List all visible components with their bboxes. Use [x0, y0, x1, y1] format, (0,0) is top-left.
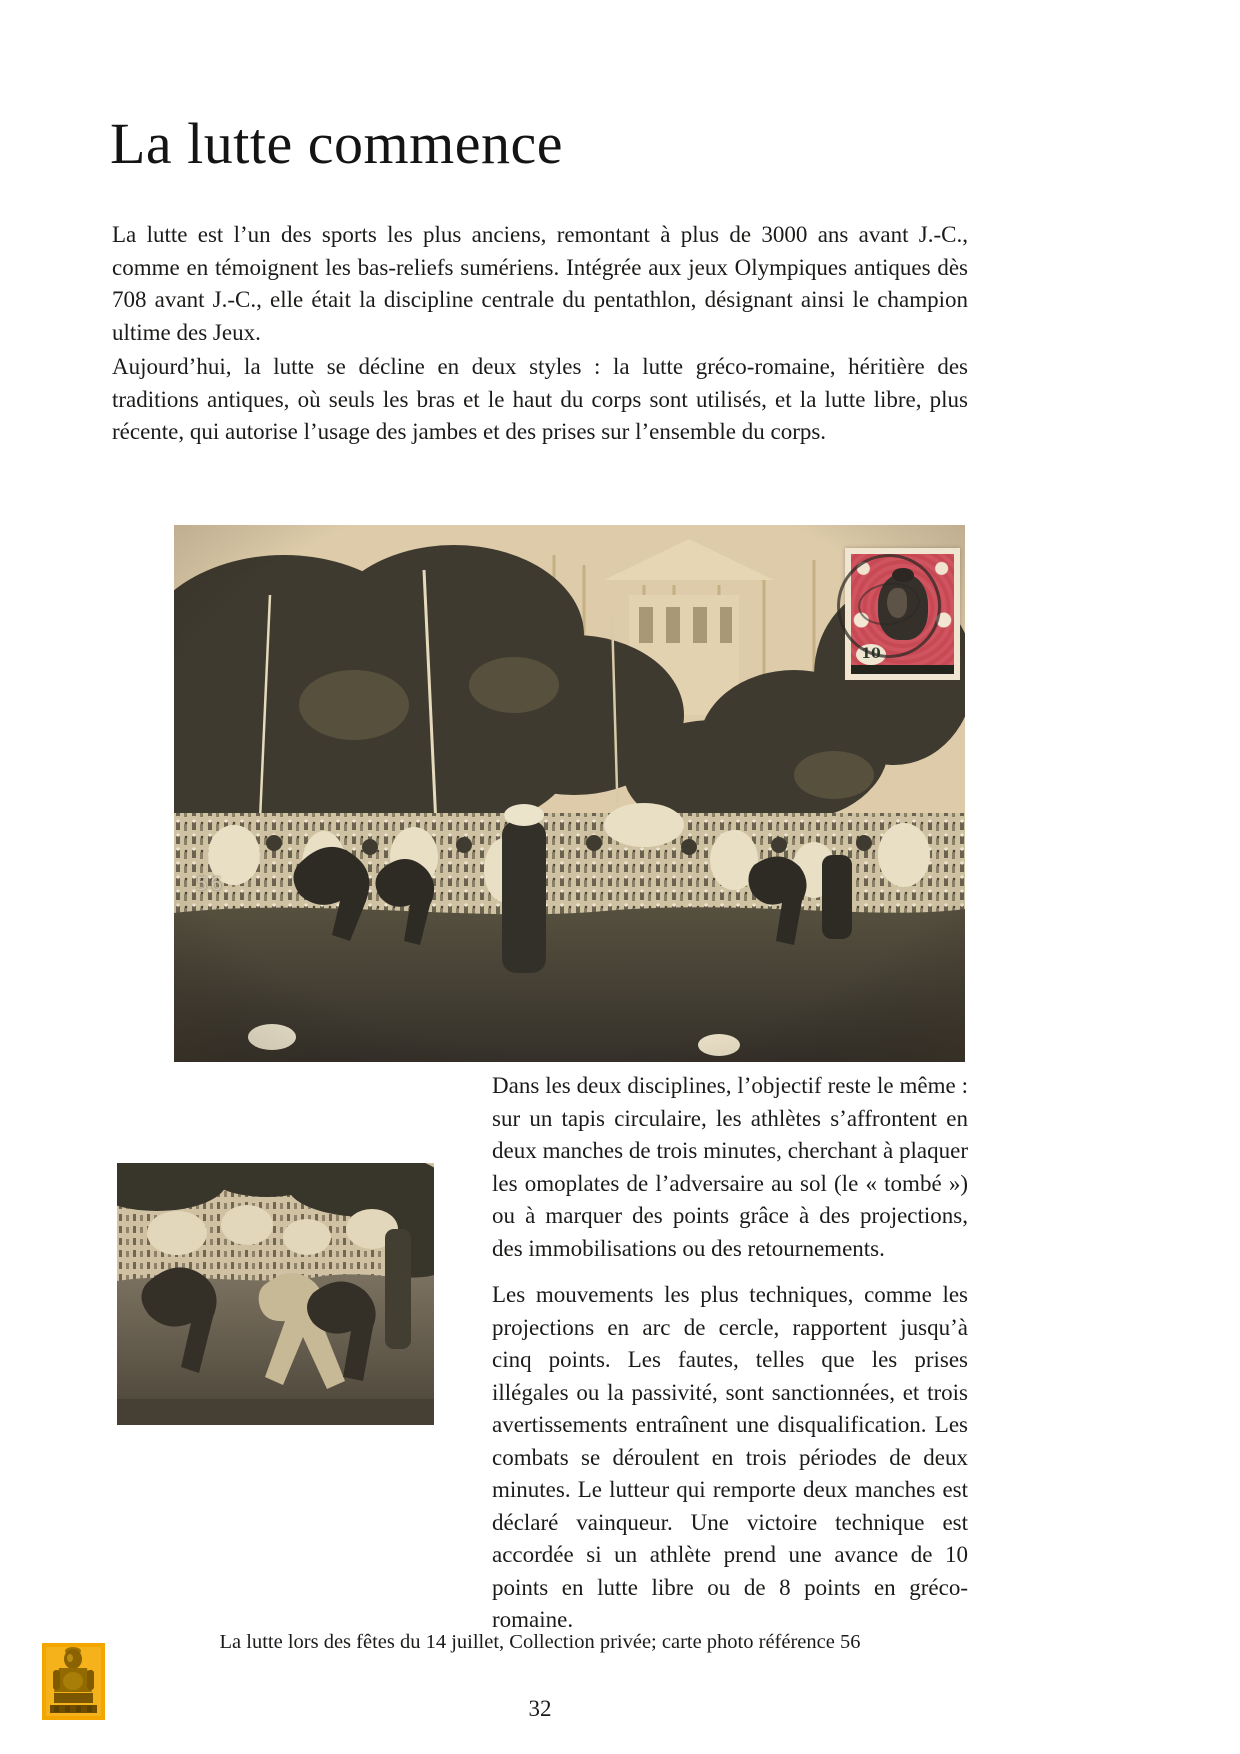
body-paragraph-rules: Les mouvements les plus techniques, comme les projections en arc de cercle, rapportent jusqu’à cinq points. Les fautes, telles que les prises illégales ou la passivité, sont sanctionnées, et trois avertissements entraînent une disqualification. Les combats se déroulent en trois périodes de deux minutes. Le lutteur qui remporte deux manches est déclaré vainqueur. Une victoire technique est accordée si un athlète prend une avance de 10 points en lutte libre ou de 8 points en gréco-romaine. — [492, 1282, 968, 1632]
main-photo — [174, 525, 965, 1062]
page-title: La lutte commence — [110, 111, 563, 176]
postage-stamp-icon — [845, 548, 960, 680]
photo-caption: La lutte lors des fêtes du 14 juillet, Collection privée; carte photo référence 56 — [219, 1631, 861, 1653]
intro-paragraph-1: La lutte est l’un des sports les plus anciens, remontant à plus de 3000 ans avant J.-C., comme en témoignent les bas-reliefs sumériens. Intégrée aux jeux Olympiques antiques dès 708 avant J.-C., elle était la discipline centrale du pentathlon, désignant ainsi le champion ultime des Jeux. — [112, 222, 968, 345]
intro-paragraph-2: Aujourd’hui, la lutte se décline en deux styles : la lutte gréco-romaine, héritière des traditions antiques, où seuls les bras et le haut du corps sont utilisés, et la lutte libre, plus récente, qui autorise l’usage des jambes et des prises sur l’ensemble du corps. — [112, 354, 968, 444]
secondary-photo-scene — [117, 1163, 434, 1425]
stamp-bottom-band — [851, 665, 954, 674]
secondary-photo — [117, 1163, 434, 1425]
body-paragraph-disciplines: Dans les deux disciplines, l’objectif reste le même : sur un tapis circulaire, les athlètes s’affrontent en deux manches de trois minutes, cherchant à plaquer les omoplates de l’adversaire au sol (le « tombé ») ou à marquer des points grâce à des projections, des immobilisations ou des retournements. — [492, 1073, 968, 1261]
stamp-value: 10 — [856, 644, 886, 665]
postmark-icon — [837, 554, 941, 658]
page-number: 32 — [528, 1696, 552, 1721]
photo-reference-mark: 56 — [196, 873, 225, 895]
wrestler-statue-icon — [42, 1643, 105, 1720]
